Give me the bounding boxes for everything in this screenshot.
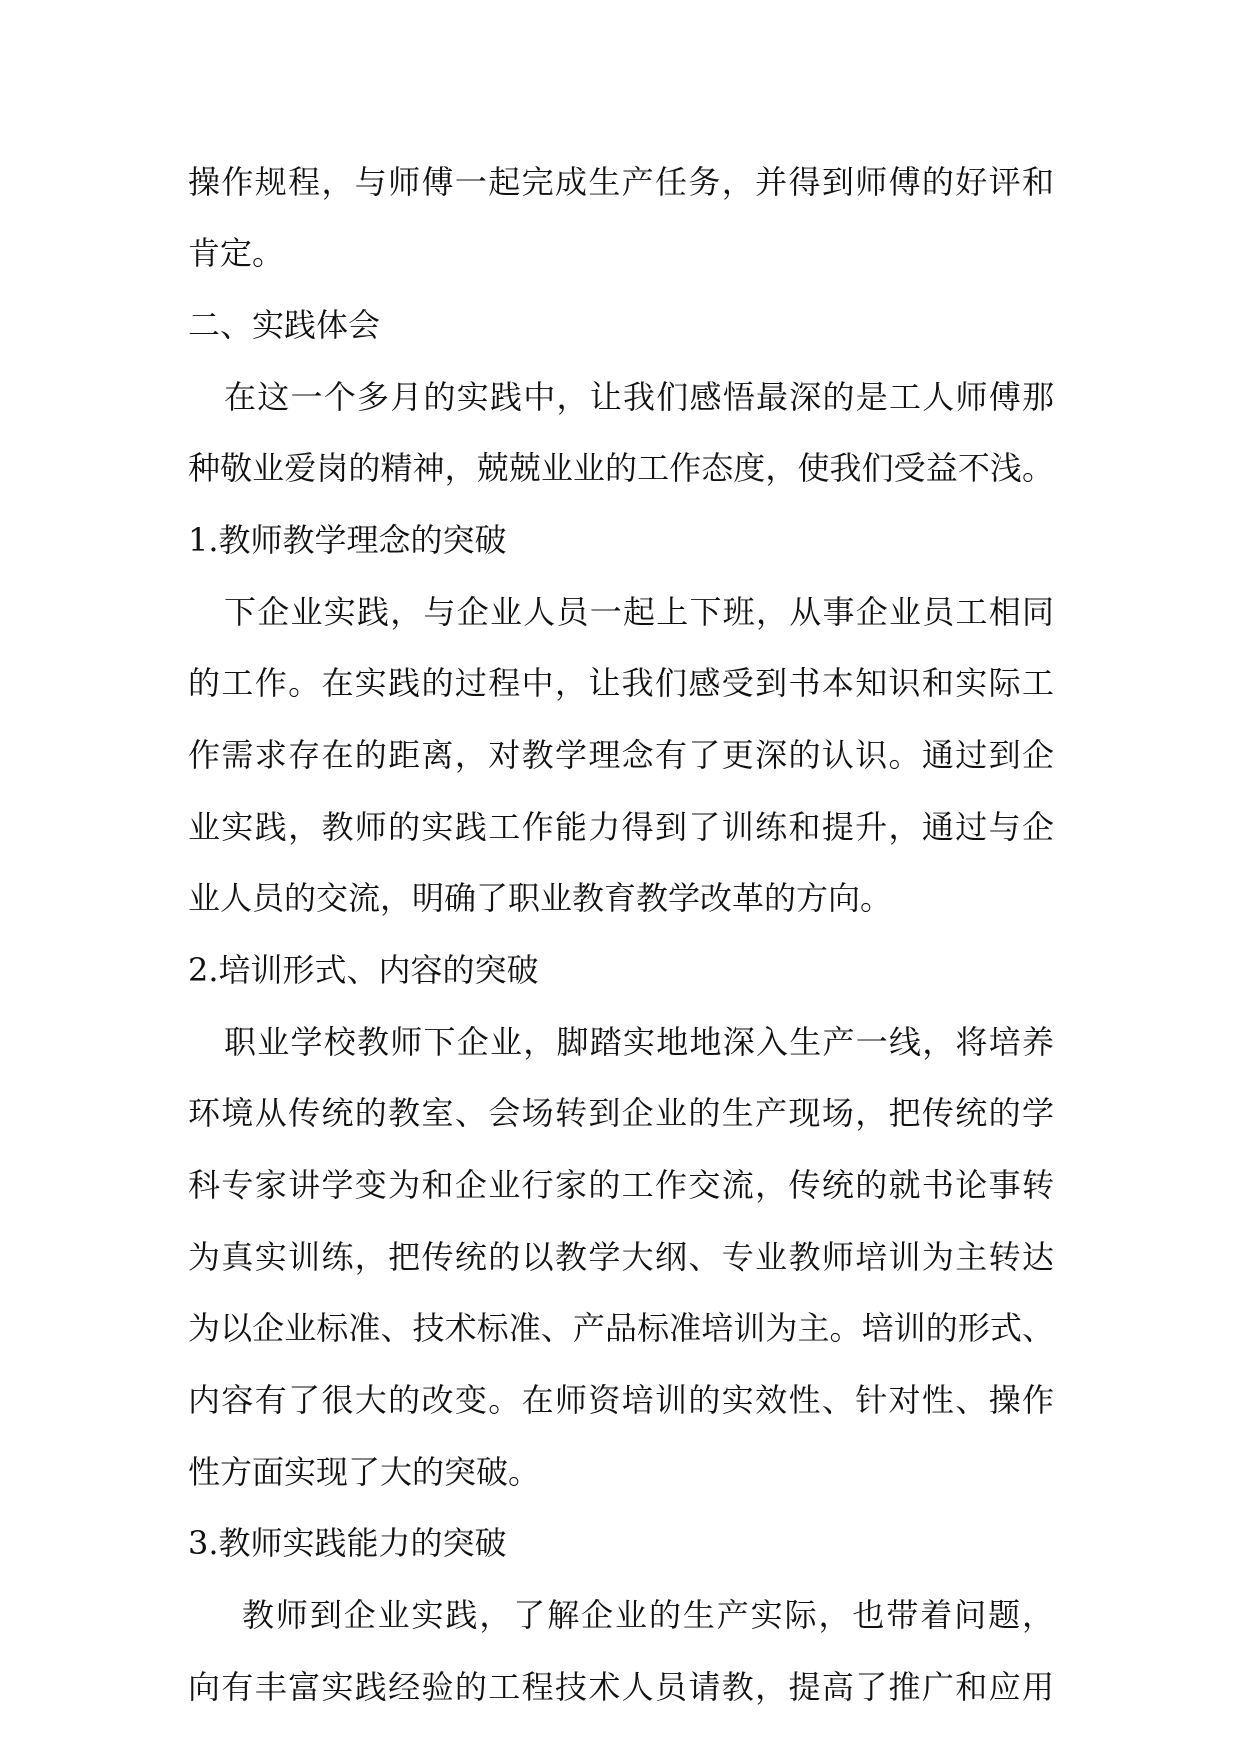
paragraph-line: 为以企业标准、技术标准、产品标准培训为主。培训的形式、 xyxy=(188,1309,1054,1347)
paragraph-line: 科专家讲学变为和企业行家的工作交流，传统的就书论事转 xyxy=(188,1166,1054,1204)
paragraph-line: 下企业实践，与企业人员一起上下班，从事企业员工相同 xyxy=(224,593,1054,631)
paragraph-line: 业实践，教师的实践工作能力得到了训练和提升，通过与企 xyxy=(188,808,1054,846)
paragraph-line: 为真实训练，把传统的以教学大纲、专业教师培训为主转达 xyxy=(188,1238,1054,1276)
paragraph-line: 性方面实现了大的突破。 xyxy=(188,1453,541,1491)
paragraph-line: 内容有了很大的改变。在师资培训的实效性、针对性、操作 xyxy=(188,1381,1054,1419)
paragraph-line: 操作规程，与师傅一起完成生产任务，并得到师傅的好评和 xyxy=(188,163,1054,201)
paragraph-line: 种敬业爱岗的精神，兢兢业业的工作态度，使我们受益不浅。 xyxy=(188,449,1054,487)
paragraph-line: 业人员的交流，明确了职业教育教学改革的方向。 xyxy=(188,879,893,917)
paragraph-line: 职业学校教师下企业，脚踏实地地深入生产一线，将培养 xyxy=(224,1023,1054,1061)
section-heading: 二、实践体会 xyxy=(188,306,381,344)
paragraph-line: 作需求存在的距离，对教学理念有了更深的认识。通过到企 xyxy=(188,736,1054,774)
subsection-heading: 2.培训形式、内容的突破 xyxy=(188,951,539,989)
paragraph-line: 环境从传统的教室、会场转到企业的生产现场，把传统的学 xyxy=(188,1094,1054,1132)
subsection-heading: 1.教师教学理念的突破 xyxy=(188,521,507,559)
paragraph-line: 肯定。 xyxy=(188,234,285,272)
paragraph-line: 的工作。在实践的过程中，让我们感受到书本知识和实际工 xyxy=(188,664,1054,702)
paragraph-line: 向有丰富实践经验的工程技术人员请教，提高了推广和应用 xyxy=(188,1668,1054,1706)
paragraph-line: 在这一个多月的实践中，让我们感悟最深的是工人师傅那 xyxy=(224,378,1054,416)
subsection-heading: 3.教师实践能力的突破 xyxy=(188,1524,507,1562)
paragraph-line: 教师到企业实践，了解企业的生产实际，也带着问题， xyxy=(242,1596,1054,1634)
